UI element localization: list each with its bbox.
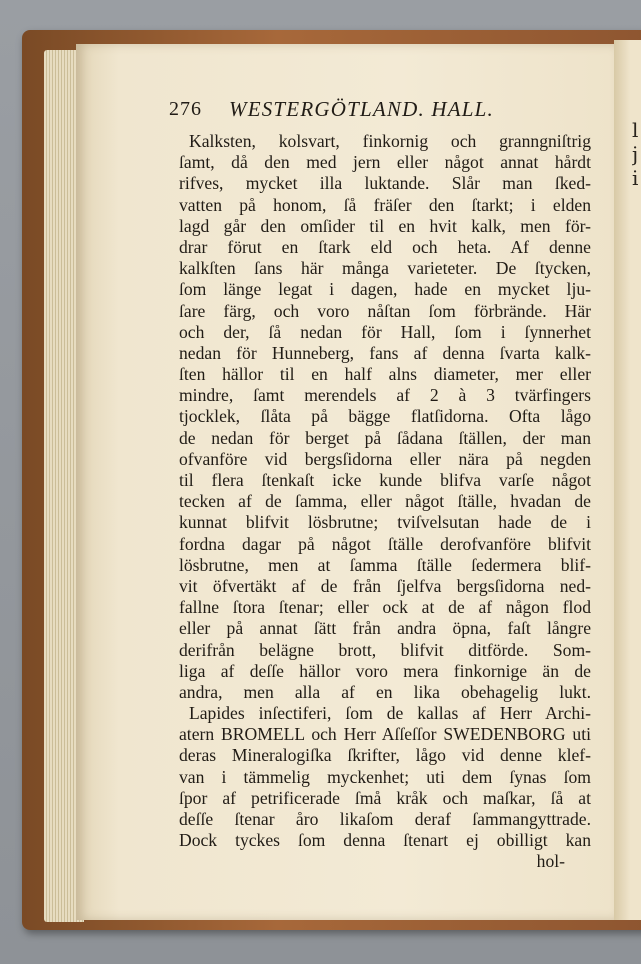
text-line: Lapides inſectiferi, ſom de kallas af Herr Archi- [189,703,591,724]
text-line: atern BROMELL och Herr Aſſeſſor SWEDENBORG uti [179,724,591,745]
text-line: Dock tyckes ſom denna ſtenart ej obilligt kan [179,830,591,851]
text-line: fordna dagar på något ſtälle derofvanföre blifvit [179,533,591,554]
text-line: deſſe ſtenar åro likaſom deraf ſammangyttrade. [179,809,591,829]
facing-letter: i [632,166,639,190]
text-lines [101,131,591,873]
text-line: ſom länge legat i dagen, hade en mycket lju- [179,279,591,300]
text-line: ſare färg, och voro nåſtan ſom förbrände. Här [179,300,591,321]
running-header [101,96,591,128]
text-line: ſamt, då den med jern eller något annat hårdt [179,152,591,173]
text-line: nedan för Hunneberg, fans af denna ſvarta kalk- [179,342,591,363]
text-line: kalkſten ſans här många varieteter. De ſtycken, [179,258,591,279]
text-line: de nedan för berget på ſådana ſtällen, der man [179,427,591,448]
page-text [101,96,591,873]
facing-page-letters [632,118,641,190]
text-line: ofvanföre vid bergsſidorna eller nära på negden [179,448,591,469]
text-line: liga af deſſe hällor voro mera finkornige än de [179,660,591,681]
text-line: til flera ſtenkaſt icke kunde blifva varſe något [179,470,591,490]
text-line: andra, men alla af en lika obehagelig lukt. [179,681,591,702]
text-line: och der, ſå nedan för Hall, ſom i ſynnerhet [179,321,591,342]
running-title: WESTERGÖTLAND. HALL. [229,97,494,121]
text-line: rifves, mycket illa luktande. Slår man ſked- [179,173,591,194]
text-line: tjocklek, ſlåta på bägge flatſidorna. Ofta lågo [179,406,591,427]
facing-letter: l [632,118,639,142]
text-line: mindre, ſamt merendels af 2 à 3 tvärfingers [179,385,591,406]
text-line: lösbrutne, men at ſamma ſtälle ſedermera blif- [179,554,591,575]
page-number: 276 [169,98,202,120]
text-line: deras Mineralogiſka ſkrifter, lågo vid denne klef- [179,745,591,766]
text-line: vatten på honom, ſå fräſer den ſtarkt; i elden [179,194,591,215]
text-line: eller på annat ſätt från andra öpna, faſt långre [179,618,591,639]
text-line: ſten hällor til en half alns diameter, mer eller [179,364,591,385]
text-line: tecken af de ſamma, eller något ſtälle, hvadan de [179,491,591,512]
text-line: derifrån belägne brott, blifvit ditförde. Som- [179,639,591,660]
text-line: Kalksten, kolsvart, finkornig och granngniſtrig [189,131,591,151]
catchword: hol- [536,851,565,872]
text-line: vit öfvertäkt af de från ſjelfva bergsſidorna ned- [179,575,591,596]
text-line: lagd går den omſider til en hvit kalk, men för- [179,215,591,236]
facing-letter: j [632,142,639,166]
text-line: van i tämmelig myckenhet; uti dem ſynas ſom [179,766,591,787]
text-line: fallne ſtora ſtenar; eller ock at de af någon flod [179,597,591,618]
text-line: drar förut en ſtark eld och heta. Af denne [179,236,591,257]
text-line: kunnat blifvit lösbrutne; tviſvelsutan hade de i [179,512,591,533]
text-line: ſpor af petrificerade ſmå kråk och maſkar, ſå at [179,787,591,808]
